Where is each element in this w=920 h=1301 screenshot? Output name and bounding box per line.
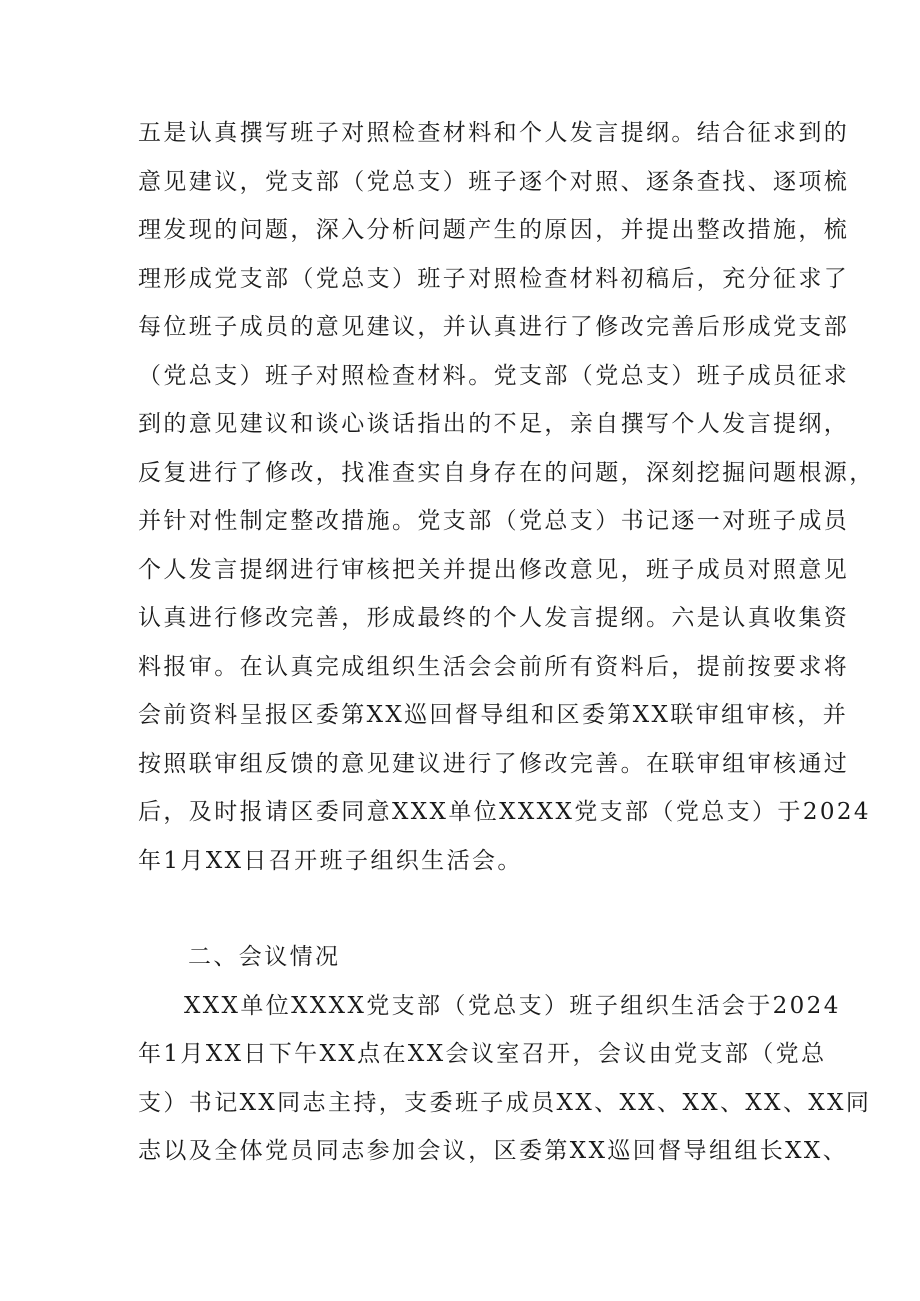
paragraph-continued — [138, 109, 875, 885]
text-line: 意见建议，党支部（党总支）班子逐个对照、逐条查找、逐项梳 — [138, 168, 850, 195]
text-line: 理发现的问题，深入分析问题产生的原因，并提出整改措施，梳 — [138, 217, 850, 243]
paragraph-meeting — [138, 982, 872, 1176]
text-line: 每位班子成员的意见建议，并认真进行了修改完善后形成党支部 — [138, 314, 850, 340]
text-line: 认真进行修改完善，形成最终的个人发言提纲。六是认真收集资 — [138, 605, 850, 631]
text-line: 支）书记XX同志主持，支委班子成员XX、XX、XX、XX、XX同 — [138, 1089, 872, 1116]
text-line: 五是认真撰写班子对照检查材料和个人发言提纲。结合征求到的 — [138, 120, 850, 146]
text-line: （党总支）班子对照检查材料。党支部（党总支）班子成员征求 — [138, 362, 850, 389]
text-line: XXX单位XXXX党支部（党总支）班子组织生活会于2024 — [184, 992, 841, 1019]
text-line: 料报审。在认真完成组织生活会会前所有资料后，提前按要求将 — [138, 653, 850, 680]
text-line: 理形成党支部（党总支）班子对照检查材料初稿后，充分征求了 — [138, 265, 850, 292]
text-line: 个人发言提纲进行审核把关并提出修改意见，班子成员对照意见 — [138, 556, 850, 583]
section-heading: 二、会议情况 — [188, 944, 341, 970]
text-line: 按照联审组反馈的意见建议进行了修改完善。在联审组审核通过 — [138, 750, 850, 777]
text-line: 志以及全体党员同志参加会议，区委第XX巡回督导组组长XX、 — [138, 1138, 849, 1164]
text-line: 会前资料呈报区委第XX巡回督导组和区委第XX联审组审核，并 — [138, 702, 849, 728]
text-line: 反复进行了修改，找准查实自身存在的问题，深刻挖掘问题根源， — [138, 459, 875, 486]
document-body — [138, 109, 875, 1176]
text-line: 并针对性制定整改措施。党支部（党总支）书记逐一对班子成员 — [138, 508, 850, 534]
text-line: 后，及时报请区委同意XXX单位XXXX党支部（党总支）于2024 — [138, 799, 871, 825]
text-line: 年1月XX日下午XX点在XX会议室召开，会议由党支部（党总 — [138, 1041, 827, 1067]
text-line: 年1月XX日召开班子组织生活会。 — [138, 847, 523, 874]
text-line: 到的意见建议和谈心谈话指出的不足，亲自撰写个人发言提纲， — [138, 411, 850, 437]
